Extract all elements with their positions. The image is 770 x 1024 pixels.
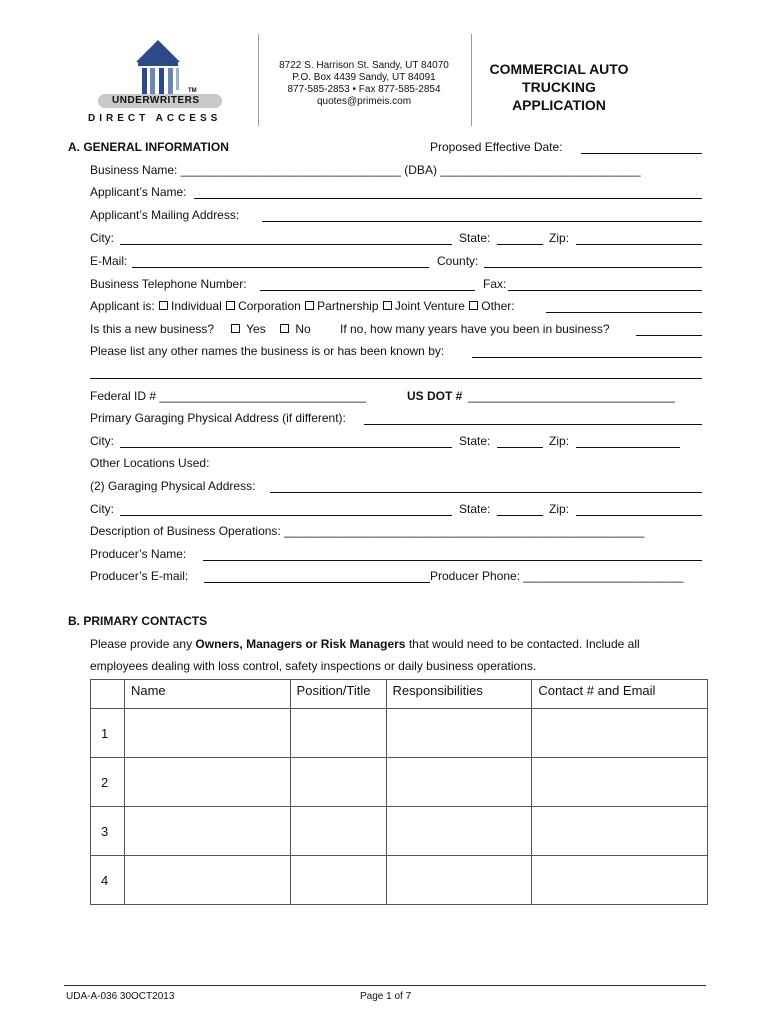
- row-number: 1: [91, 709, 125, 758]
- other-names-label: Please list any other names the business is or has been known by:: [90, 344, 445, 358]
- header-number: [91, 680, 125, 709]
- mailing-address-label: Applicant’s Mailing Address:: [90, 208, 240, 222]
- garaging2-label: (2) Garaging Physical Address:: [90, 479, 256, 493]
- other-label: Other:: [481, 299, 515, 313]
- producer-name-field[interactable]: [203, 560, 702, 561]
- new-business-yes-checkbox[interactable]: [231, 324, 240, 333]
- logo-tm: TM: [188, 88, 197, 94]
- primary-garaging-label: Primary Garaging Physical Address (if different):: [90, 411, 346, 425]
- name-cell[interactable]: [124, 758, 290, 807]
- joint-venture-checkbox[interactable]: [383, 301, 392, 310]
- corporation-checkbox[interactable]: [226, 301, 235, 310]
- header-divider-right: [471, 34, 472, 126]
- city-label-2: City:: [90, 434, 114, 448]
- producer-email-label: Producer’s E-mail:: [90, 569, 189, 583]
- position-cell[interactable]: [290, 856, 386, 905]
- position-cell[interactable]: [290, 807, 386, 856]
- new-business-label: Is this a new business?: [90, 322, 215, 336]
- address-line1: 8722 S. Harrison St. Sandy, UT 84070: [279, 60, 449, 71]
- section-b-heading: B. PRIMARY CONTACTS: [68, 614, 208, 628]
- city-field-2[interactable]: [120, 447, 452, 448]
- table-row: [91, 807, 708, 856]
- responsibilities-cell[interactable]: [386, 758, 532, 807]
- company-logo: [86, 36, 246, 128]
- corporation-label: Corporation: [238, 299, 301, 313]
- address-line3: 877-585-2853 • Fax 877-585-2854: [287, 84, 441, 95]
- logo-line2: DIRECT ACCESS: [88, 113, 222, 124]
- logo-line1: UNDERWRITERS: [112, 95, 200, 106]
- table-row: [91, 856, 708, 905]
- contact-cell[interactable]: [532, 758, 708, 807]
- contacts-table: [90, 679, 708, 905]
- effective-date-field[interactable]: [581, 153, 702, 154]
- county-field[interactable]: [484, 267, 702, 268]
- header-contact: Contact # and Email: [532, 680, 708, 709]
- table-row: [91, 758, 708, 807]
- producer-name-label: Producer’s Name:: [90, 547, 187, 561]
- position-cell[interactable]: [290, 758, 386, 807]
- name-cell[interactable]: [124, 807, 290, 856]
- phone-field[interactable]: [260, 290, 475, 291]
- business-name-label[interactable]: Business Name: _________________________________ (DBA) ______________________________: [90, 163, 641, 177]
- us-dot-field[interactable]: _______________________________: [468, 389, 675, 403]
- primary-garaging-field[interactable]: [364, 424, 702, 425]
- joint-venture-label: Joint Venture: [394, 299, 465, 313]
- other-type-field[interactable]: [546, 312, 702, 313]
- name-cell[interactable]: [124, 856, 290, 905]
- zip-field-3[interactable]: [576, 515, 702, 516]
- header-divider-left: [258, 34, 259, 126]
- applicant-name-label: Applicant’s Name:: [90, 185, 187, 199]
- other-names-field-2[interactable]: [90, 378, 702, 379]
- footer-rule: [64, 985, 706, 986]
- partnership-checkbox[interactable]: [305, 301, 314, 310]
- phone-label: Business Telephone Number:: [90, 277, 247, 291]
- state-field-2[interactable]: [497, 447, 543, 448]
- position-cell[interactable]: [290, 709, 386, 758]
- us-dot-label: US DOT #: [407, 389, 463, 403]
- zip-label-2: Zip:: [549, 434, 570, 448]
- garaging2-field[interactable]: [270, 492, 702, 493]
- fax-label: Fax:: [483, 277, 507, 291]
- email-label: E-Mail:: [90, 254, 128, 268]
- title-line2: TRUCKING: [522, 79, 596, 95]
- state-label-3: State:: [459, 502, 491, 516]
- city-field[interactable]: [120, 244, 452, 245]
- state-label-2: State:: [459, 434, 491, 448]
- description-label[interactable]: Description of Business Operations: ______________________________________________________: [90, 524, 645, 538]
- federal-id-label[interactable]: Federal ID # _______________________________: [90, 389, 367, 403]
- header-name: Name: [124, 680, 290, 709]
- intro-bold: Owners, Managers or Risk Managers: [195, 637, 406, 651]
- years-in-business-label: If no, how many years have you been in business?: [340, 322, 610, 336]
- responsibilities-cell[interactable]: [386, 709, 532, 758]
- producer-email-field[interactable]: [204, 582, 430, 583]
- footer-page-number: Page 1 of 7: [360, 991, 412, 1002]
- yes-label: Yes: [246, 322, 266, 336]
- applicant-type-row: [90, 299, 515, 313]
- zip-field-2[interactable]: [576, 447, 680, 448]
- table-row: [91, 709, 708, 758]
- new-business-options: [230, 322, 311, 336]
- contact-cell[interactable]: [532, 856, 708, 905]
- row-number: 2: [91, 758, 125, 807]
- individual-label: Individual: [171, 299, 222, 313]
- row-number: 3: [91, 807, 125, 856]
- title-line1: COMMERCIAL AUTO: [489, 61, 629, 77]
- address-email: quotes@primeis.com: [316, 96, 412, 107]
- responsibilities-cell[interactable]: [386, 807, 532, 856]
- city-label-3: City:: [90, 502, 114, 516]
- city-field-3[interactable]: [120, 515, 452, 516]
- table-header-row: [91, 680, 708, 709]
- section-b-intro: [90, 637, 640, 651]
- partnership-label: Partnership: [317, 299, 379, 313]
- section-a-heading: A. GENERAL INFORMATION: [68, 140, 229, 154]
- row-number: 4: [91, 856, 125, 905]
- name-cell[interactable]: [124, 709, 290, 758]
- logo-building-icon: [86, 36, 246, 98]
- fax-field[interactable]: [508, 290, 702, 291]
- footer-form-id: UDA-A-036 30OCT2013: [66, 991, 175, 1002]
- intro-pre: Please provide any: [90, 637, 196, 651]
- producer-phone-label[interactable]: Producer Phone: ________________________: [430, 569, 684, 583]
- other-locations-label: Other Locations Used:: [90, 456, 210, 470]
- other-checkbox[interactable]: [469, 301, 478, 310]
- state-field-3[interactable]: [497, 515, 543, 516]
- intro-post: that would need to be contacted. Include all: [405, 637, 640, 651]
- header-position: Position/Title: [290, 680, 386, 709]
- new-business-no-checkbox[interactable]: [280, 324, 289, 333]
- mailing-address-field[interactable]: [262, 221, 702, 222]
- years-in-business-field[interactable]: [636, 335, 702, 336]
- section-b-intro-line2: employees dealing with loss control, safety inspections or daily business operations.: [90, 659, 537, 673]
- responsibilities-cell[interactable]: [386, 856, 532, 905]
- no-label: No: [295, 322, 311, 336]
- effective-date-label: Proposed Effective Date:: [430, 140, 563, 154]
- title-line3: APPLICATION: [512, 97, 606, 113]
- individual-checkbox[interactable]: [159, 301, 168, 310]
- city-label: City:: [90, 231, 114, 245]
- email-field[interactable]: [132, 267, 429, 268]
- contact-cell[interactable]: [532, 709, 708, 758]
- contact-cell[interactable]: [532, 807, 708, 856]
- other-names-field[interactable]: [472, 357, 702, 358]
- county-label: County:: [437, 254, 479, 268]
- header-responsibilities: Responsibilities: [386, 680, 532, 709]
- state-field[interactable]: [497, 244, 543, 245]
- zip-field[interactable]: [576, 244, 702, 245]
- state-label: State:: [459, 231, 491, 245]
- zip-label-3: Zip:: [549, 502, 570, 516]
- address-line2: P.O. Box 4439 Sandy, UT 84091: [292, 72, 436, 83]
- applicant-is-label: Applicant is:: [90, 299, 155, 313]
- zip-label: Zip:: [549, 231, 570, 245]
- applicant-name-field[interactable]: [194, 198, 702, 199]
